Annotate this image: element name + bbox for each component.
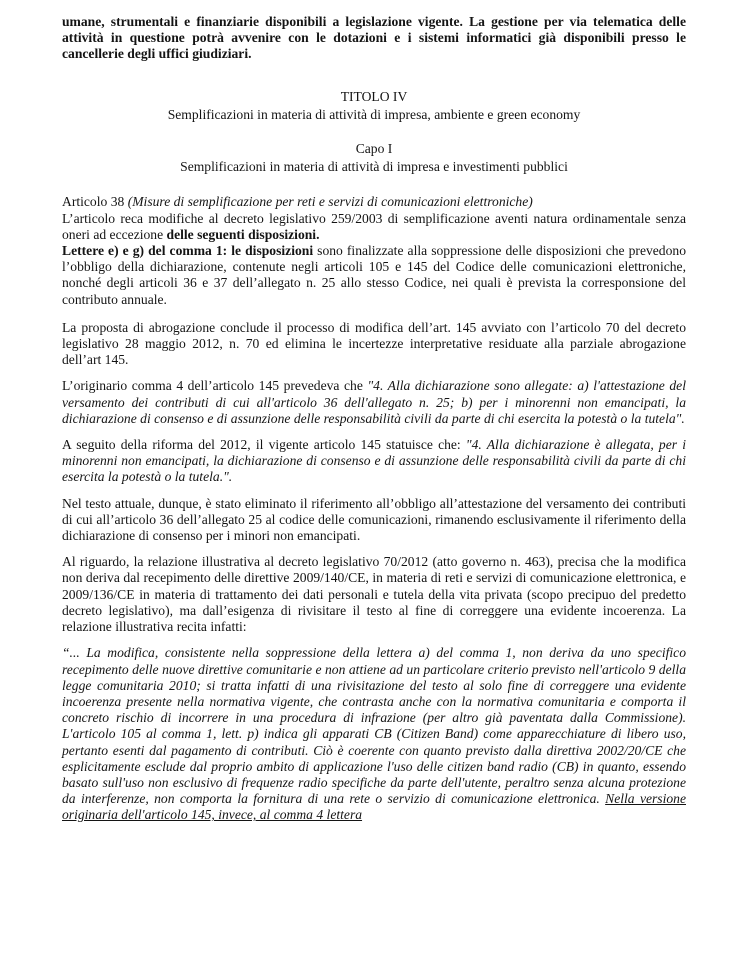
paragraph-3: La proposta di abrogazione conclude il processo di modifica dell’art. 145 avviato con l’articolo 70 del decreto legislativo 28 maggio 2012, n. 70 ed elimina le incertezze interpretative residuate alla parziale abrogazione dell’art 145. (62, 319, 686, 368)
document-body (62, 14, 686, 824)
paragraph-1-bold: delle seguenti disposizioni. (166, 226, 320, 242)
paragraph-4 (62, 378, 686, 427)
paragraph-4-quote: "4. Alla dichiarazione sono allegate: a) l'attestazione del versamento dei contributi di cui all'articolo 36 dell'allegato n. 25; b) per i minorenni non emancipati, la dichiarazione di consenso e di assunzione delle responsabilità civili da parte di chi esercita la potestà o la tutela". (62, 378, 686, 426)
articolo-heading (62, 194, 686, 210)
articolo-rubric: (Misure di semplificazione per reti e servizi di comunicazioni elettroniche) (127, 194, 533, 210)
paragraph-2-text: sono finalizzate alla soppressione delle disposizioni che prevedono l’obbligo della dichiarazione, contenute negli articoli 105 e 145 del Codice delle comunicazioni elettroniche, nonché degli articoli 36 e 37 dell’allegato n. 25 allo stesso Codice, nei quali è prevista la corresponsione del contributo annuale. (62, 243, 686, 307)
capo-subtitle: Semplificazioni in materia di attività di impresa e investimenti pubblici (180, 159, 568, 175)
paragraph-6: Nel testo attuale, dunque, è stato eliminato il riferimento all’obbligo all’attestazione del versamento dei contributi di cui all’articolo 36 dell’allegato 25 al codice delle comunicazioni, rimanendo esclusivamente il riferimento della dichiarazione di consenso per i minori non emancipati. (62, 495, 686, 544)
paragraph-1 (62, 211, 686, 243)
paragraph-8-quote (62, 645, 686, 823)
titolo-subtitle: Semplificazioni in materia di attività di impresa, ambiente e green economy (167, 106, 581, 122)
paragraph-4-text: L’originario comma 4 dell’articolo 145 prevedeva che (62, 378, 368, 394)
paragraph-8-text: “... La modifica, consistente nella soppressione della lettera a) del comma 1, non deriva da uno specifico recepimento delle nuove direttive comunitarie e non attiene ad un particolare criterio previsto nell'articolo 9 della legge comunitaria 2010; si tratta infatti di una rivisitazione del testo al solo fine di correggere una evidente incoerenza presente nella normativa vigente, che contrasta anche con la normativa comunitaria e comporta il concreto rischio di incorrere in una procedura di infrazione (per altro già paventata dalla Commissione). L'articolo 105 al comma 1, lett. p) indica gli apparati CB (Citizen Band) come apparecchiature di libero uso, pertanto esenti dal pagamento di contributi. Ciò è coerente con quanto previsto dalla direttiva 2002/20/CE che esplicitamente esclude dal proprio ambito di applicazione l'uso delle citizen band radio (CB) in quanto, essendo basato sull'uso non esclusivo di frequenze radio specifiche da parte dell'utente, peraltro senza alcuna protezione da interferenze, non comporta la fornitura di una rete o servizio di comunicazione elettronica. (62, 645, 686, 807)
capo-heading: Capo I (355, 141, 393, 157)
titolo-heading: TITOLO IV (340, 88, 408, 104)
paragraph-2-bold: Lettere e) e g) del comma 1: le disposizioni (62, 243, 314, 259)
paragraph-5-text: A seguito della riforma del 2012, il vigente articolo 145 statuisce che: (62, 437, 466, 453)
articolo-label: Articolo 38 (62, 194, 128, 210)
paragraph-1-text: L’articolo reca modifiche al decreto legislativo 259/2003 di semplificazione aventi natura ordinamentale senza oneri ad eccezione (62, 210, 686, 242)
paragraph-7: Al riguardo, la relazione illustrativa al decreto legislativo 70/2012 (atto governo n. 463), precisa che la modifica non deriva dal recepimento delle direttive 2009/140/CE, in materia di reti e servizi di comunicazione elettronica, e 2009/136/CE in materia di trattamento dei dati personali e tutela della vita privata (scopo precipuo del predetto decreto legislativo), ma dall’esigenza di rivisitare il testo al fine di correggere una evidente incoerenza. La relazione illustrativa recita infatti: (62, 554, 686, 635)
paragraph-5-quote: "4. Alla dichiarazione è allegata, per i minorenni non emancipati, la dichiarazione di consenso e di assunzione delle responsabilità civili da parte di chi esercita la potestà o la tutela.". (62, 437, 686, 485)
intro-paragraph: umane, strumentali e finanziarie disponibili a legislazione vigente. La gestione per via telematica delle attività in questione potrà avvenire con le dotazioni e i sistemi informatici già disponibili presso le cancellerie degli uffici giudiziari. (62, 14, 686, 62)
paragraph-8-underlined: Nella versione originaria dell'articolo 145, invece, al comma 4 lettera (62, 791, 686, 823)
paragraph-2 (62, 243, 686, 308)
paragraph-5 (62, 437, 686, 486)
